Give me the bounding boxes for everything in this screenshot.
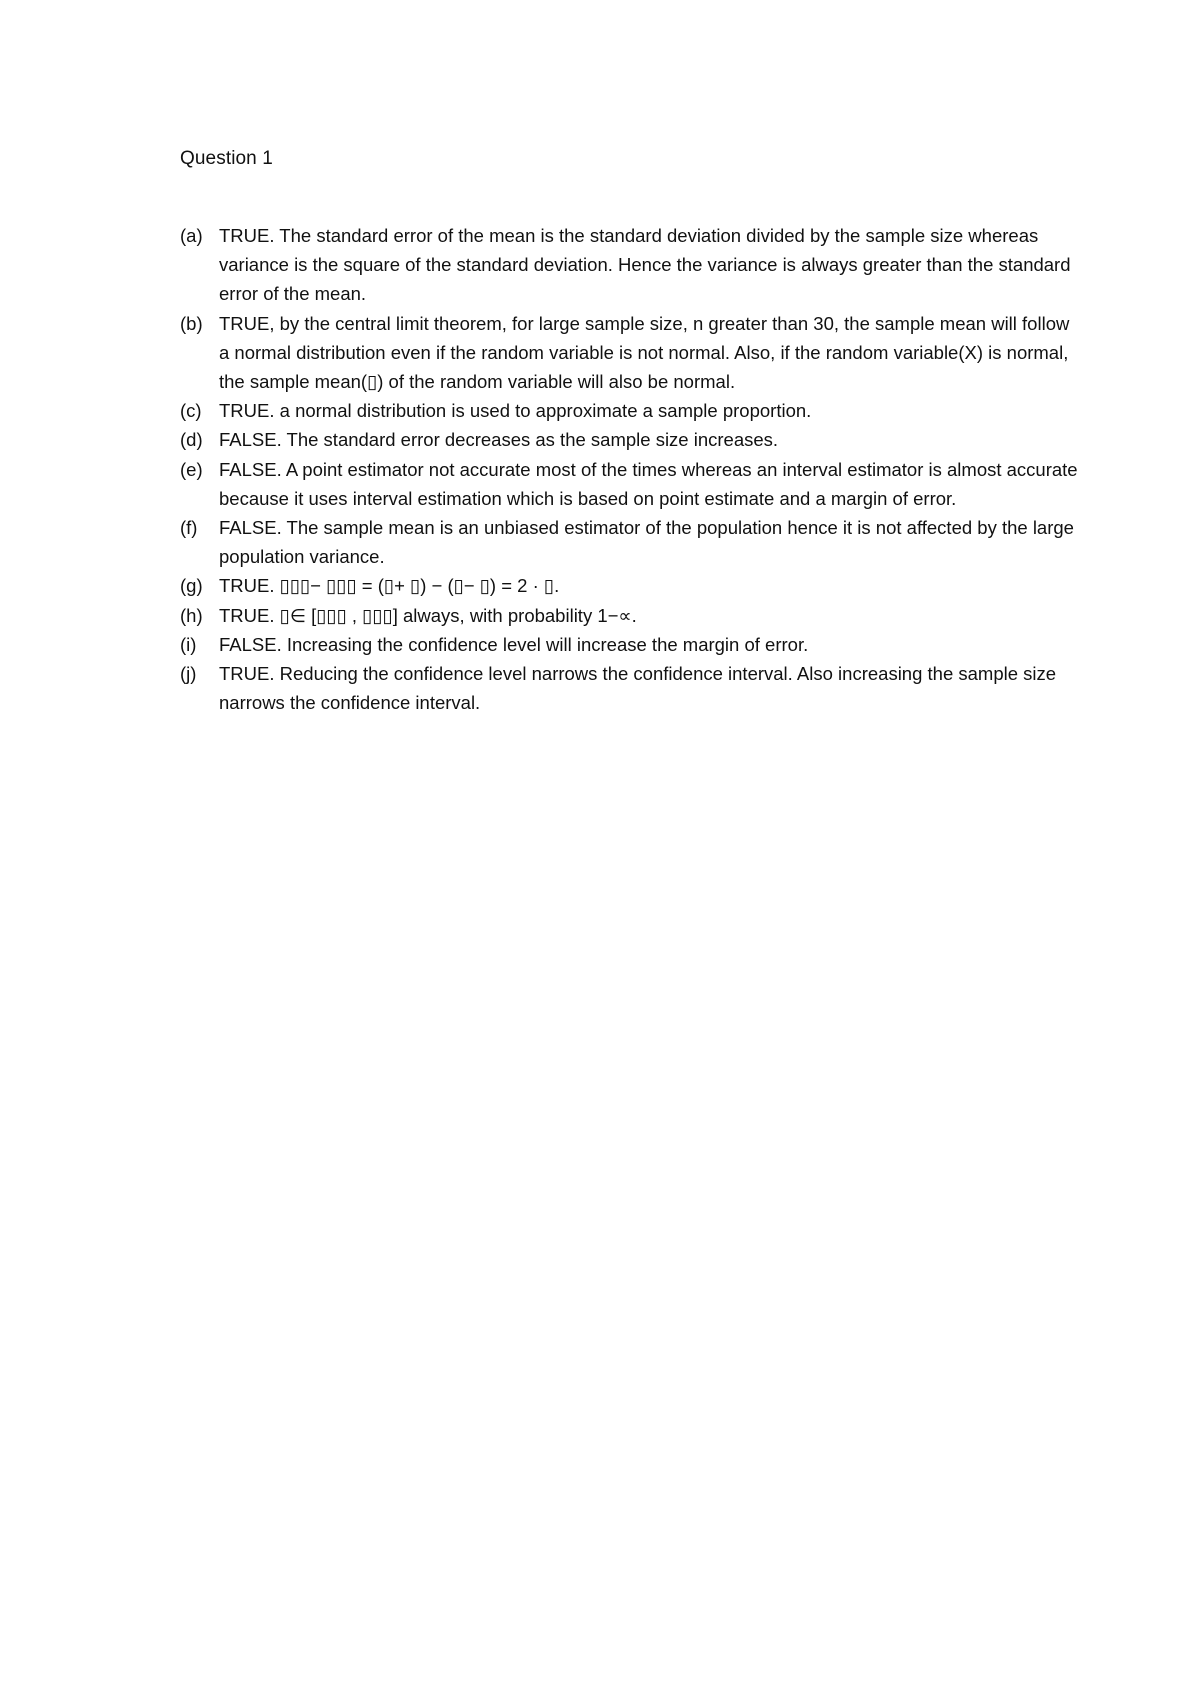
answer-label: (d) xyxy=(180,429,203,451)
answer-item-b xyxy=(180,309,1080,397)
answer-item-a xyxy=(180,221,1080,309)
answer-item-g xyxy=(180,571,1080,600)
answer-item-e xyxy=(180,455,1080,513)
answer-text: FALSE. Increasing the confidence level will increase the margin of error. xyxy=(219,633,809,655)
answer-label: (f) xyxy=(180,517,198,539)
answer-label: (i) xyxy=(180,633,197,655)
answer-text: TRUE. Reducing the confidence level narrows the confidence interval. Also increasing the sample size narrows the confidence interval. xyxy=(219,663,1057,714)
answer-item-h xyxy=(180,601,1080,630)
answer-label: (a) xyxy=(180,225,203,246)
answer-text: TRUE. ▯▯▯− ▯▯▯ = (▯+ ▯) − (▯− ▯) = 2 · ▯. xyxy=(219,575,560,597)
answer-text: FALSE. The sample mean is an unbiased estimator of the population hence it is not affected by the large population variance. xyxy=(219,517,1074,568)
answer-list xyxy=(180,221,1080,717)
question-heading: Question 1 xyxy=(180,148,273,169)
answer-label: (g) xyxy=(180,575,203,597)
answer-item-j xyxy=(180,659,1080,717)
answer-text: FALSE. A point estimator not accurate most of the times whereas an interval estimator is almost accurate because it uses interval estimation which is based on point estimate and a margin of error. xyxy=(219,458,1078,509)
answer-text: TRUE. a normal distribution is used to approximate a sample proportion. xyxy=(219,400,812,422)
answer-item-d xyxy=(180,425,1080,454)
answer-label: (h) xyxy=(180,604,203,626)
answer-item-f xyxy=(180,513,1080,571)
answer-item-c xyxy=(180,396,1080,425)
answer-text: FALSE. The standard error decreases as the sample size increases. xyxy=(219,429,779,451)
answer-label: (e) xyxy=(180,458,203,480)
answer-item-i xyxy=(180,630,1080,659)
answer-text: TRUE. The standard error of the mean is the standard deviation divided by the sample size whereas variance is the square of the standard deviation. Hence the variance is always greater than the standard error of the mean. xyxy=(219,225,1071,305)
answer-label: (j) xyxy=(180,663,197,685)
answer-label: (b) xyxy=(180,312,203,334)
answer-label: (c) xyxy=(180,400,202,422)
answer-text: TRUE, by the central limit theorem, for large sample size, n greater than 30, the sample mean will follow a normal distribution even if the random variable is not normal. Also, if the random variable(X) is normal, the sample mean(▯) of the random variable will also be normal. xyxy=(219,312,1070,393)
answer-text: TRUE. ▯∈ [▯▯▯ , ▯▯▯] always, with probability 1−∝. xyxy=(219,604,637,626)
